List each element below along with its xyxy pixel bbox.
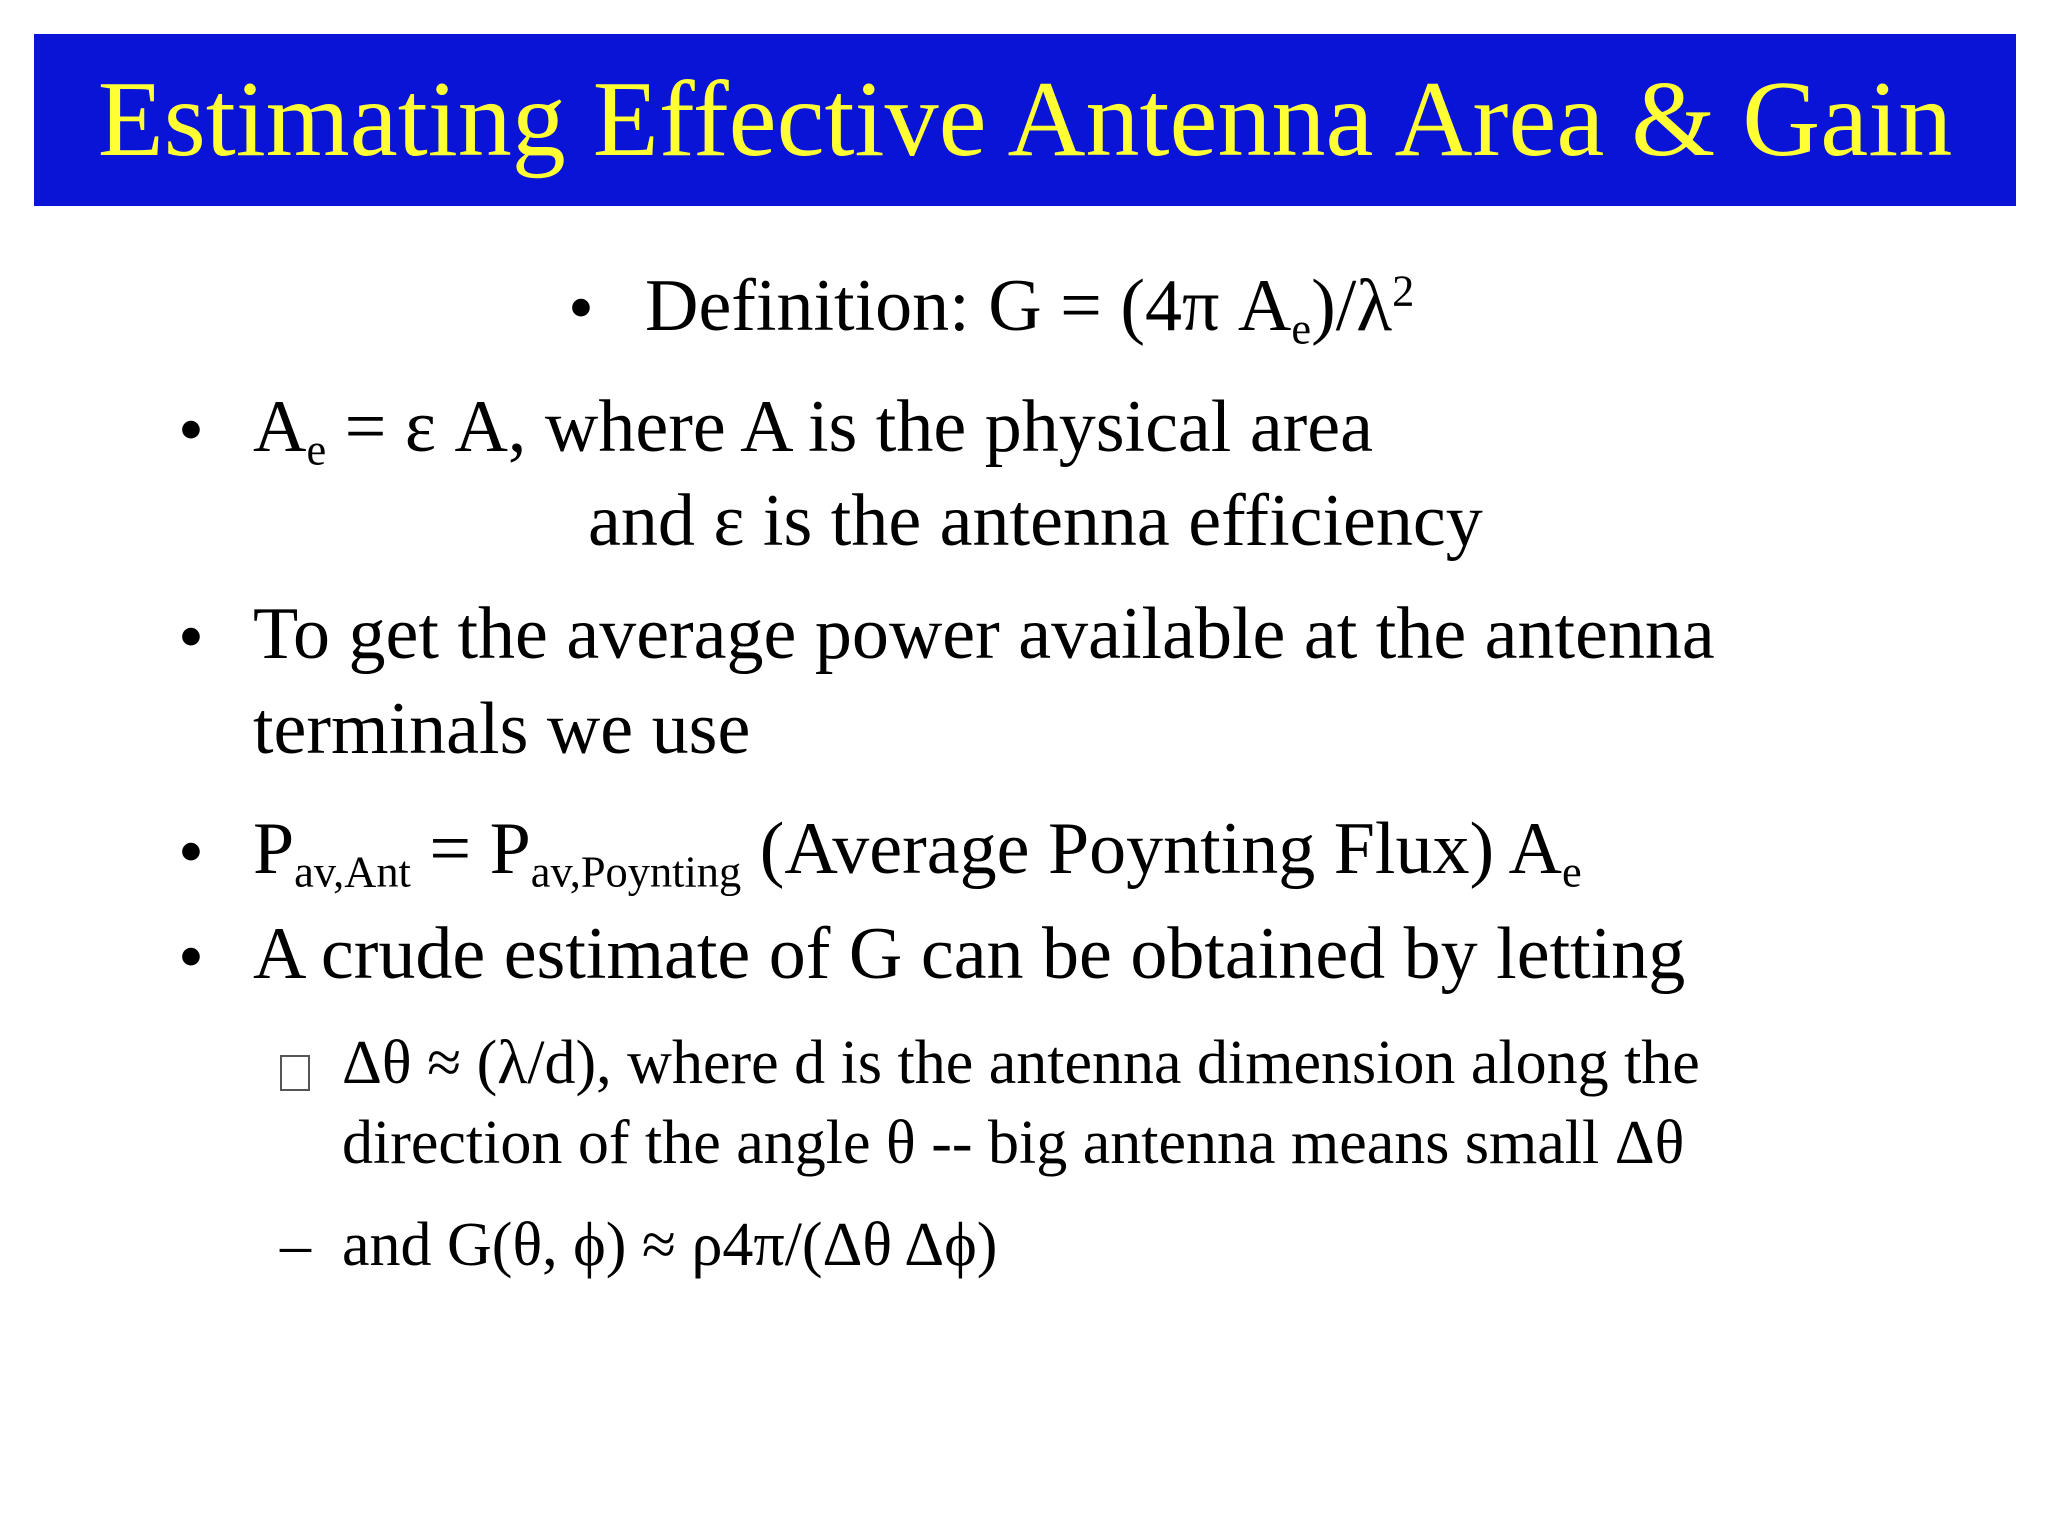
pav-text: (Average Poynting Flux) A	[741, 808, 1562, 890]
sub-item-1-line-2: direction of the angle θ -- big antenna means small Δθ	[342, 1109, 1685, 1177]
definition-formula-part1: G = (4π A	[988, 265, 1292, 347]
box-bullet-icon	[280, 1040, 310, 1102]
pav-subscript-ant: av,Ant	[294, 846, 411, 897]
definition-line	[645, 265, 1415, 354]
ae-line-2: and ε is the antenna efficiency	[588, 480, 1483, 562]
ae-line	[253, 386, 1373, 475]
pav-line	[253, 808, 1582, 897]
bullet-marker: •	[178, 916, 204, 998]
slide-title: Estimating Effective Antenna Area & Gain	[97, 60, 1953, 179]
pav-equals: = P	[410, 808, 531, 890]
definition-label: Definition:	[645, 265, 989, 347]
ae-text: = ε A, where A is the physical area	[326, 386, 1373, 468]
ae-subscript: e	[306, 424, 327, 475]
pav-symbol: P	[253, 808, 295, 890]
definition-subscript: e	[1291, 303, 1312, 354]
pav-subscript-poynting: av,Poynting	[530, 846, 742, 897]
bullet-marker: •	[178, 389, 204, 471]
power-line-2: terminals we use	[253, 688, 751, 770]
sub-item-2-line-1: and G(θ, ϕ) ≈ ρ4π/(Δθ Δϕ)	[342, 1211, 998, 1279]
sub-item-1-line-1: Δθ ≈ (λ/d), where d is the antenna dimension along the	[342, 1029, 1700, 1097]
bullet-marker: •	[178, 596, 204, 678]
definition-superscript: 2	[1392, 265, 1415, 316]
dash-marker: –	[280, 1211, 311, 1279]
pav-subscript-e: e	[1561, 846, 1582, 897]
title-bar	[34, 34, 2016, 206]
bullet-marker: •	[568, 267, 594, 349]
crude-estimate-line: A crude estimate of G can be obtained by letting	[253, 913, 1686, 995]
power-line-1: To get the average power available at the antenna	[253, 593, 1715, 675]
definition-formula-part2: )/λ	[1311, 265, 1393, 347]
bullet-marker: •	[178, 811, 204, 893]
ae-symbol: A	[253, 386, 307, 468]
